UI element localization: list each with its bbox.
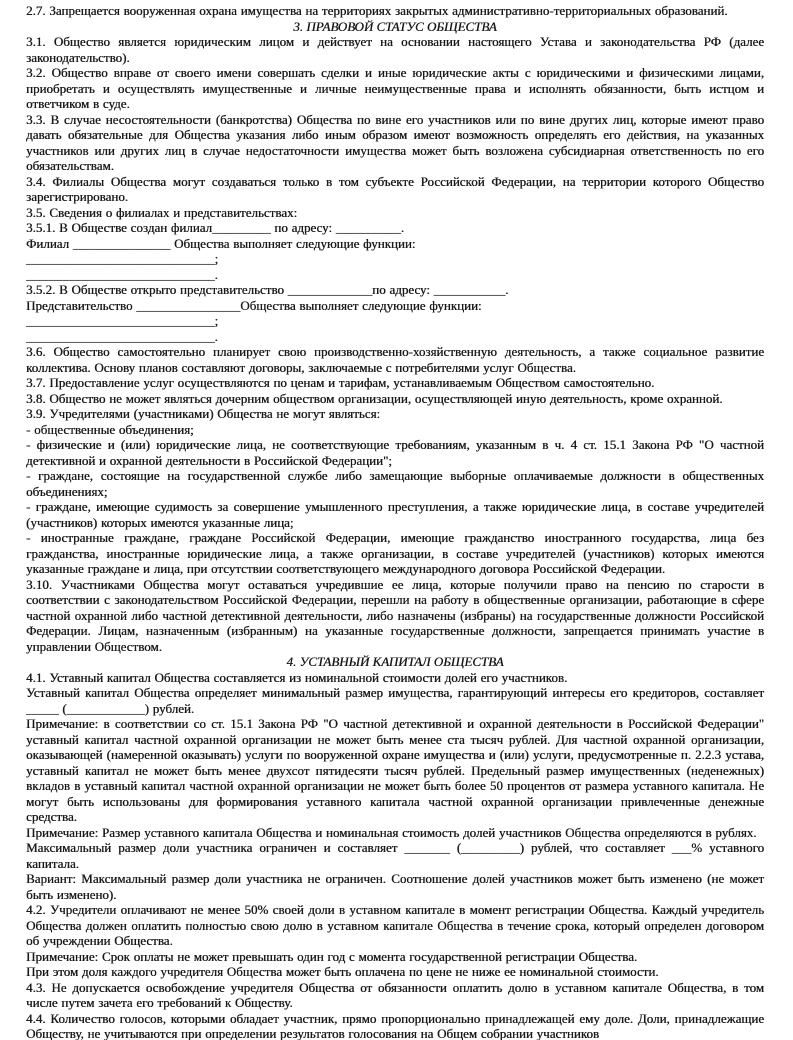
document-paragraph: 3.5.1. В Обществе создан филиал_________ по адресу: __________. <box>26 220 404 235</box>
fill-in-blank-line: _____________________________; <box>26 313 219 328</box>
document-paragraph: 3.7. Предоставление услуг осуществляются по ценам и тарифам, устанавливаемым Обществом самостоятельно. <box>26 375 655 390</box>
document-paragraph: 3.9. Учредителями (участниками) Общества не могут являться: <box>26 406 381 421</box>
document-body <box>26 3 764 1040</box>
section-heading: 3. ПРАВОВОЙ СТАТУС ОБЩЕСТВА <box>293 18 497 34</box>
document-paragraph: Примечание: Размер уставного капитала Общества и номинальная стоимость долей участников Общества определяются в рублях. <box>26 824 757 840</box>
document-paragraph: - физические и (или) юридические лица, не соответствующие требованиям, указанным в ч. 4 ст. 15.1 Закона РФ "О частной детективной и охранной деятельности в Российской Федерации"; <box>26 437 764 468</box>
document-paragraph: При этом доля каждого учредителя Общества может быть оплачена по цене не ниже ее номинальной стоимости. <box>26 964 659 979</box>
document-paragraph: - иностранные граждане, граждане Российской Федерации, имеющие гражданство иностранного государства, лица без гражданства, иностранные юридические лица, а также организации, в составе учредителей (участников) которых имеются указанные граждане и лица, при отсутствии соответствующего международного договора Российской Федерации. <box>26 530 764 576</box>
document-paragraph: 3.5. Сведения о филиалах и представительствах: <box>26 204 298 220</box>
document-paragraph: 2.7. Запрещается вооруженная охрана имущества на территориях закрытых административно-территориальных образований. <box>26 3 728 18</box>
document-paragraph: Примечание: Срок оплаты не может превышать один год с момента государственной регистрации Общества. <box>26 948 638 964</box>
document-paragraph: 4.4. Количество голосов, которыми обладает участник, прямо пропорционально принадлежащей ему доле. Доли, принадлежащие Обществу, не учитываются при определении результатов голосования на Общем собрании участников <box>26 1010 764 1040</box>
fill-in-blank-line: _____________________________. <box>26 328 218 344</box>
document-paragraph: 3.4. Филиалы Общества могут создаваться только в том субъекте Российской Федерации, на территории которого Общество зарегистрировано. <box>26 173 764 204</box>
document-paragraph: Максимальный размер доли участника ограничен и составляет _______ (_________) рублей, что составляет ___% уставного капитала. <box>26 840 764 871</box>
document-paragraph: 3.1. Общество является юридическим лицом и действует на основании настоящего Устава и законодательства РФ (далее законодательство). <box>26 34 764 65</box>
document-paragraph: 4.2. Учредители оплачивают не менее 50% своей доли в уставном капитале в момент регистрации Общества. Каждый учредитель Общества должен оплатить полностью свою долю в уставном капитале Общества в течение срока, который определен договором об учреждении Общества. <box>26 902 764 948</box>
document-paragraph: 3.5.2. В Обществе открыто представительство _____________по адресу: ___________. <box>26 282 509 297</box>
document-paragraph: - граждане, состоящие на государственной службе либо замещающие выборные оплачиваемые должности в общественных объединениях; <box>26 468 764 499</box>
document-paragraph: 4.3. Не допускается освобождение учредителя Общества от обязанности оплатить долю в уставном капитале Общества, в том числе путем зачета его требований к Обществу. <box>26 979 764 1010</box>
document-paragraph: 4.1. Уставный капитал Общества составляется из номинальной стоимости долей его участников. <box>26 669 568 685</box>
document-paragraph: - граждане, имеющие судимость за совершение умышленного преступления, а также юридические лица, в составе учредителей (участников) которых имеются указанные лица; <box>26 499 764 530</box>
fill-in-blank-line: _____________________________; <box>26 251 219 266</box>
document-paragraph: 3.2. Общество вправе от своего имени совершать сделки и иные юридические акты с юридическими и физическими лицами, приобретать и осуществлять имущественные и личные неимущественные права и исполнять обязанности, быть истцом и ответчиком в суде. <box>26 65 764 111</box>
fill-in-blank-line: _____________________________. <box>26 266 218 282</box>
document-paragraph: Уставный капитал Общества определяет минимальный размер имущества, гарантирующий интересы его кредиторов, составляет _____ (____________) рублей. <box>26 685 764 716</box>
document-paragraph: 3.8. Общество не может являться дочерним обществом организации, осуществляющей иную деятельность, кроме охранной. <box>26 390 723 406</box>
document-paragraph: Филиал _______________ Общества выполняет следующие функции: <box>26 235 416 251</box>
document-paragraph: Вариант: Максимальный размер доли участника не ограничен. Соотношение долей участников может быть изменено (не может быть изменено). <box>26 871 764 902</box>
document-paragraph: Примечание: в соответствии со ст. 15.1 Закона РФ "О частной детективной и охранной деятельности в Российской Федерации" уставный капитал частной охранной организации не может быть менее ста тысяч рублей. Для частной охранной организации, оказывающей (намеренной оказывать) услуги по вооруженной охране имущества и (или) услуги, предусмотренные п. 2.2.3 устава, уставный капитал не может быть менее двухсот пятидесяти тысяч рублей. Предельный размер имущественных (неденежных) вкладов в уставный капитал частной охранной организации не может быть более 50 процентов от размера уставного капитала. Не могут быть использованы для формирования уставного капитала частной охранной организации привлеченные денежные средства. <box>26 716 764 824</box>
document-paragraph: 3.6. Общество самостоятельно планирует свою производственно-хозяйственную деятельность, а также социальное развитие коллектива. Основу планов составляют договоры, заключаемые с потребителями услуг Общества. <box>26 344 764 375</box>
section-heading: 4. УСТАВНЫЙ КАПИТАЛ ОБЩЕСТВА <box>286 654 504 669</box>
document-paragraph: Представительство ________________Общества выполняет следующие функции: <box>26 297 482 313</box>
document-paragraph: 3.3. В случае несостоятельности (банкротства) Общества по вине его участников или по вине других лиц, которые имеют право давать обязательные для Общества указания либо иным образом имеют возможность определять его действия, на указанных участников или других лиц в случае недостаточности имущества может быть возложена субсидиарная ответственность по его обязательствам. <box>26 111 764 173</box>
document-paragraph: - общественные объединения; <box>26 421 194 437</box>
document-paragraph: 3.10. Участниками Общества могут оставаться учредившие ее лица, которые получили право на пенсию по старости в соответствии с законодательством Российской Федерации, перешли на работу в общественные организации, работающие в сфере частной охранной либо частной детективной деятельности, либо назначены (избраны) на государственные должности Российской Федерации. Лицам, назначенным (избранным) на указанные государственные должности, запрещается принимать участие в управлении Обществом. <box>26 576 764 654</box>
